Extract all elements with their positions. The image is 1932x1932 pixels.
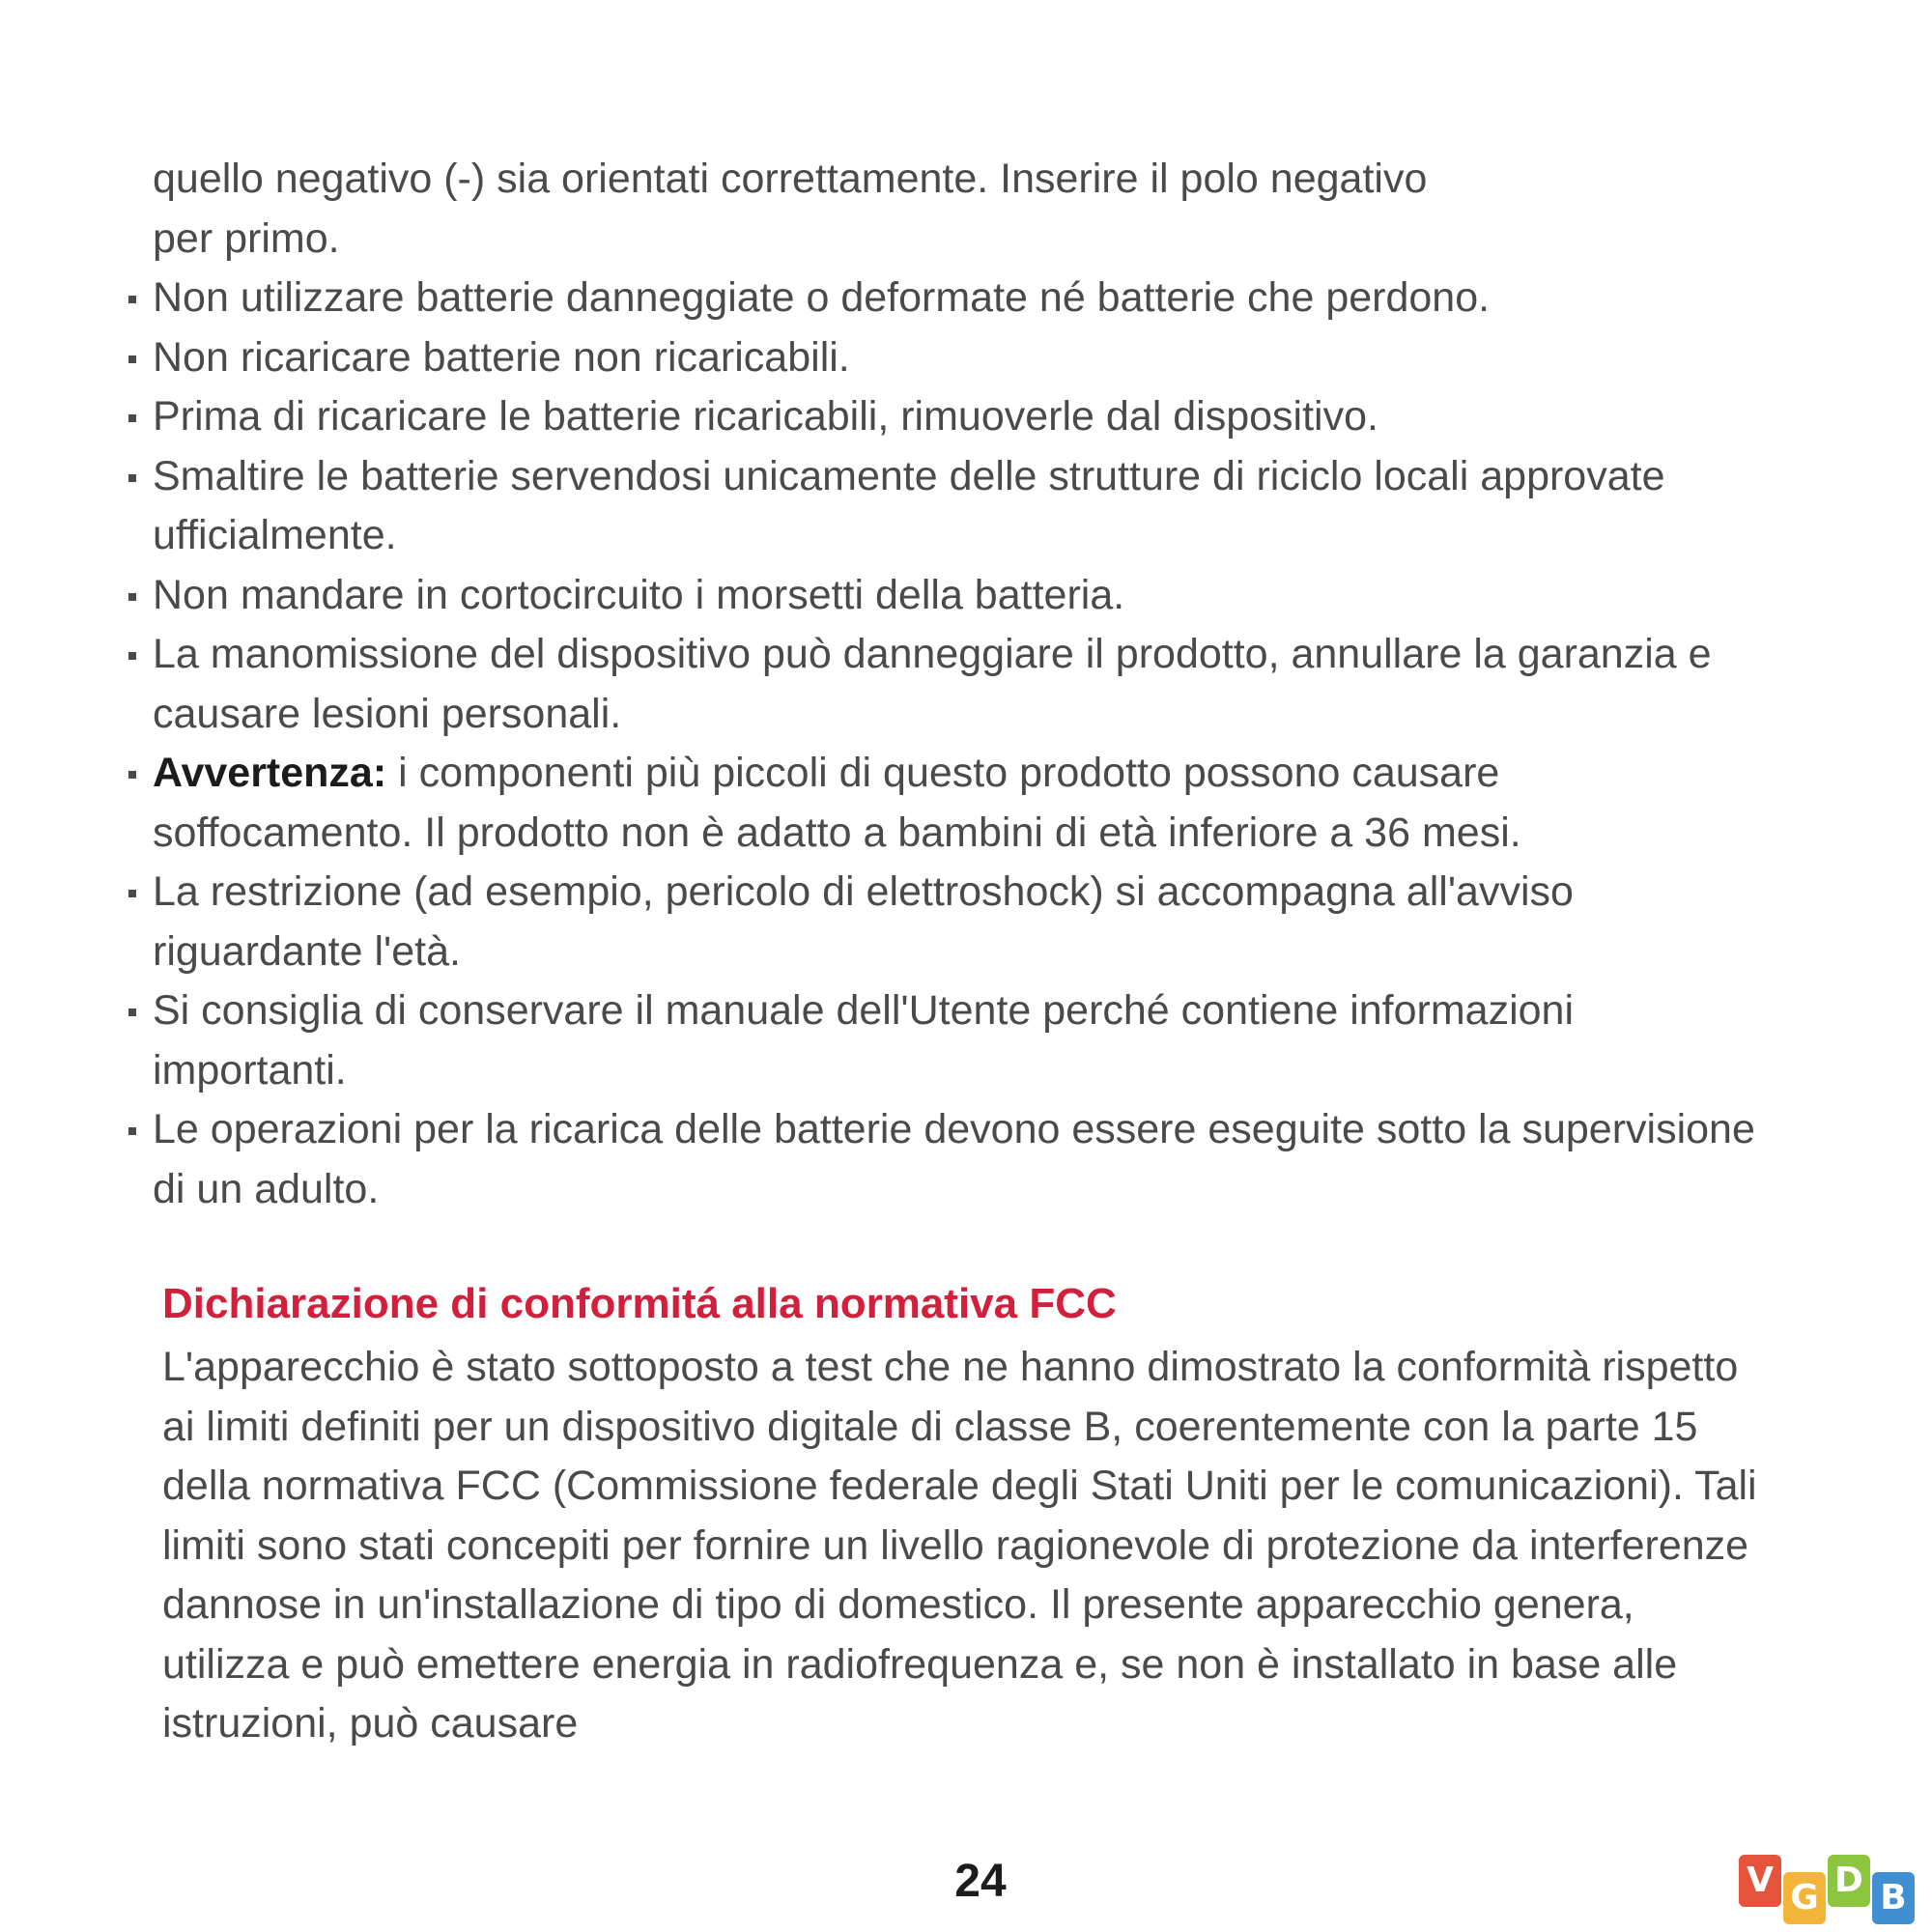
fcc-section-title: Dichiarazione di conformitá alla normativa FCC [162, 1280, 1117, 1327]
bullet-text: Le operazioni per la ricarica delle batterie devono essere eseguite sotto la supervisione di un adulto. [153, 1106, 1755, 1212]
bullet-text: Non ricaricare batterie non ricaricabili. [153, 333, 850, 381]
bullet-item [126, 981, 1768, 1100]
bullet-item [126, 863, 1768, 981]
bullet-text: La manomissione del dispositivo può danneggiare il prodotto, annullare la garanzia e causare lesioni personali. [153, 631, 1712, 737]
bullet-text: Smaltire le batterie servendosi unicamente delle strutture di riciclo locali approvate ufficialmente. [153, 452, 1665, 558]
bullet-text: i componenti più piccoli di questo prodotto possono causare soffocamento. Il prodotto non è adatto a bambini di età inferiore a 36 mesi. [153, 750, 1521, 856]
bullet-text: Prima di ricaricare le batterie ricaricabili, rimuoverle dal dispositivo. [153, 393, 1378, 440]
bullet-item [126, 566, 1768, 626]
bullet-item [126, 269, 1768, 328]
bullet-item [126, 1100, 1768, 1219]
logo-tile-v: V [1739, 1855, 1781, 1907]
bullet-text: Non mandare in cortocircuito i morsetti della batteria. [153, 571, 1125, 618]
logo-tile-d: D [1828, 1855, 1870, 1907]
bullet-text: Si consiglia di conservare il manuale dell'Utente perché contiene informazioni importanti. [153, 987, 1575, 1094]
warning-label: Avvertenza: [153, 750, 387, 796]
fcc-section-body: L'apparecchio è stato sottoposto a test che ne hanno dimostrato la conformità rispetto ai limiti definiti per un dispositivo digitale di classe B, coerentemente con la parte 15 della normativa FCC (Commissione federale degli Stati Uniti per le comunicazioni). Tali limiti sono stati concepiti per fornire un livello ragionevole di protezione da interferenze dannose in un'installazione di tipo di domestico. Il presente apparecchio genera, utilizza e può emettere energia in radiofrequenza e, se non è installato in base alle istruzioni, può causare [162, 1344, 1757, 1747]
bullet-text: Non utilizzare batterie danneggiate o deformate né batterie che perdono. [153, 274, 1491, 321]
bullet-item [126, 387, 1768, 447]
page-number: 24 [954, 1856, 1007, 1907]
bullet-item [126, 625, 1768, 744]
logo-tile-g: G [1783, 1872, 1826, 1924]
bullet-item [126, 328, 1768, 388]
bullet-text: La restrizione (ad esempio, pericolo di elettroshock) si accompagna all'avviso riguardante l'età. [153, 868, 1574, 975]
safety-bullet-list [126, 269, 1768, 1219]
bullet-item [126, 447, 1768, 566]
logo-tile-b: B [1872, 1872, 1915, 1924]
continuation-paragraph [153, 150, 1737, 269]
bullet-item-warning [126, 744, 1768, 863]
vgdb-watermark-logo [1739, 1853, 1932, 1932]
continuation-line: per primo. [153, 214, 340, 262]
continuation-line: quello negativo (-) sia orientati correttamente. Inserire il polo negativo [153, 156, 1428, 202]
